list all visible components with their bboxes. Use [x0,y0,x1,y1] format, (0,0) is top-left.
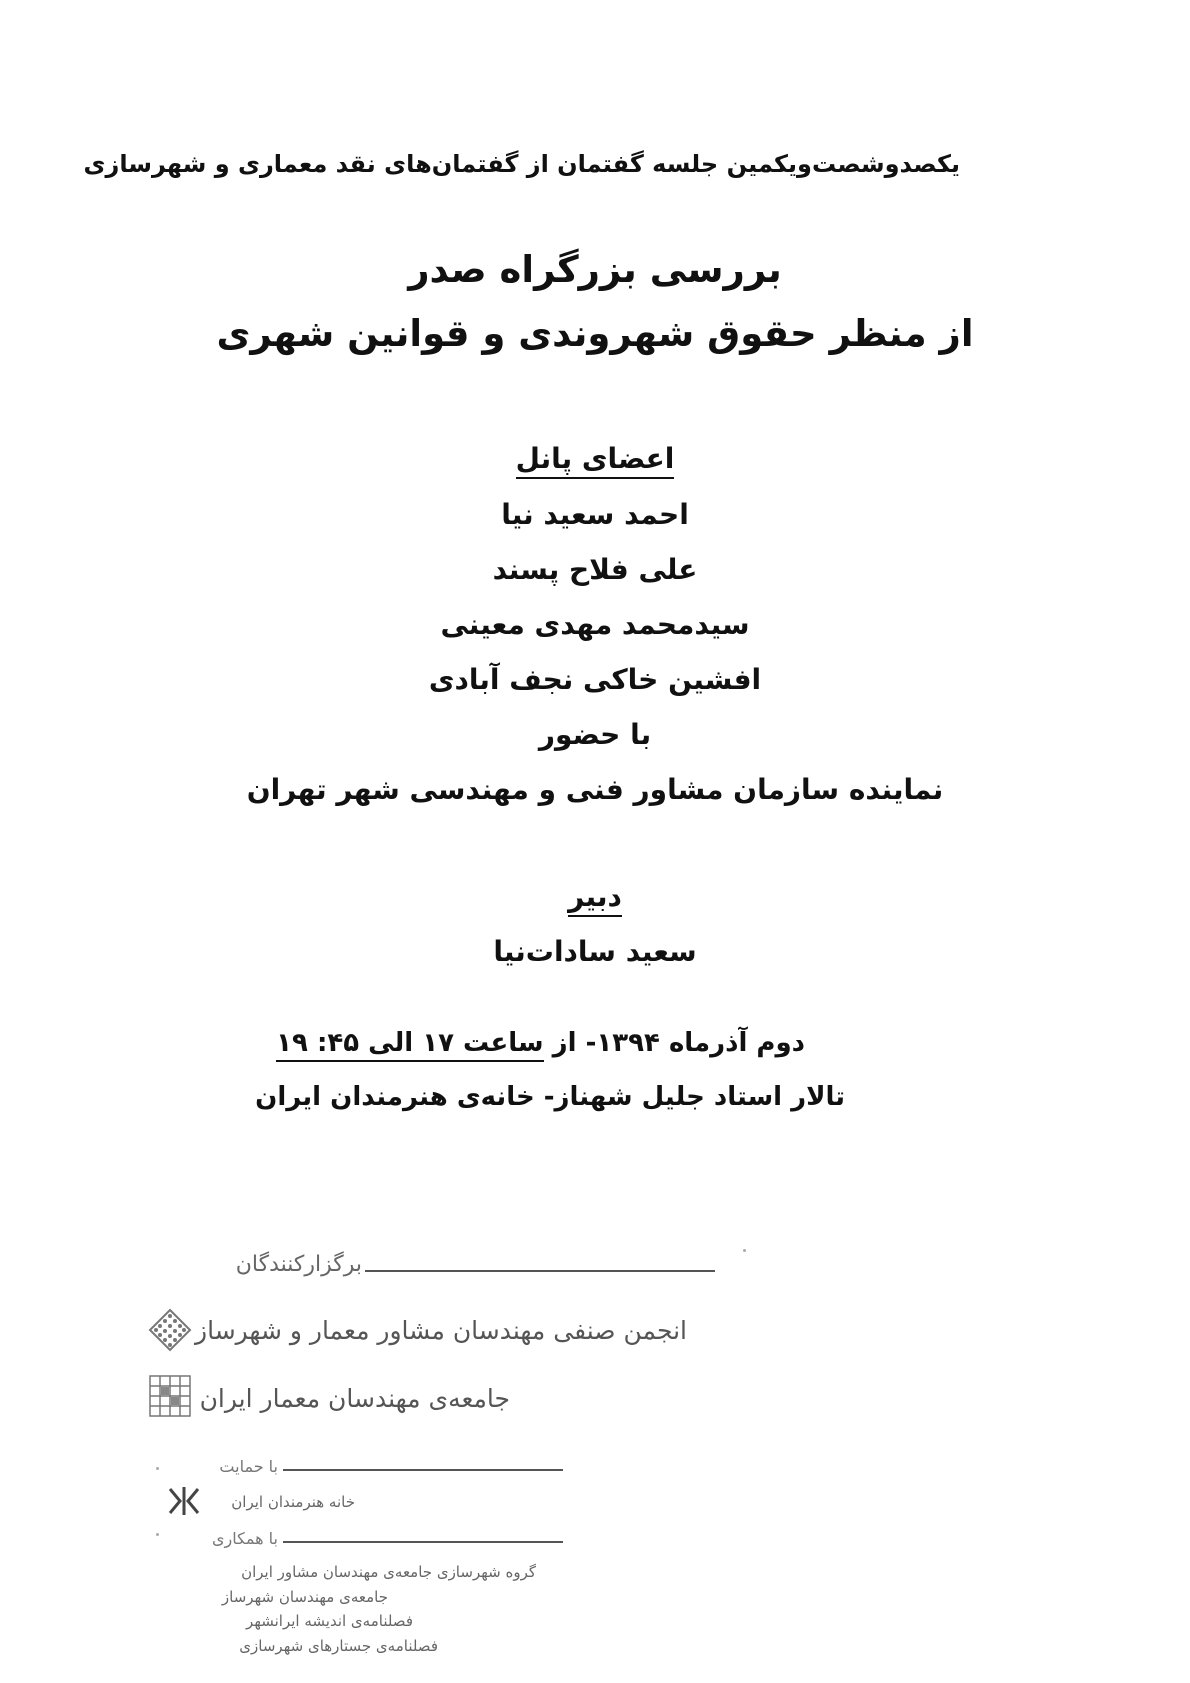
presence-representative: نماینده سازمان مشاور فنی و مهندسی شهر تهران [246,773,944,806]
cooperation-item: جامعه‌ی مهندسان شهرساز [221,1588,388,1606]
organizer-item: انجمن صنفی مهندسان مشاور معمار و شهرساز [195,1316,687,1345]
organizers-divider [365,1270,715,1272]
title-line-1: بررسی بزرگراه صدر [408,248,782,291]
organizer-item: جامعه‌ی مهندسان معمار ایران [199,1384,510,1413]
presence-label: با حضور [538,718,652,751]
support-item: خانه هنرمندان ایران [231,1493,355,1511]
event-date [276,1028,805,1058]
cooperation-item: فصلنامه‌ی اندیشه ایرانشهر [246,1612,413,1630]
panel-heading-row [0,442,1190,479]
scan-speck [156,1533,159,1536]
secretary-heading: دبیر [568,880,622,917]
support-heading: با حمایت [219,1457,278,1476]
artists-house-logo [166,1485,202,1517]
panel-member: افشین خاکی نجف آبادی [428,663,762,696]
panel-member: احمد سعید نیا [501,498,689,531]
series-caption: یکصدوشصت‌ویکمین جلسه گفتمان از گفتمان‌های نقد معماری و شهرسازی [83,150,960,178]
architects-society-logo [148,1374,192,1418]
cooperation-item: گروه شهرسازی جامعه‌ی مهندسان مشاور ایران [241,1563,536,1581]
panel-heading: اعضای پانل [516,442,675,479]
event-time: ساعت ۱۷ الی ۴۵: ۱۹ [276,1028,543,1062]
cooperation-item: فصلنامه‌ی جستارهای شهرسازی [239,1637,438,1655]
scan-speck [156,1467,159,1470]
scan-speck [743,1249,746,1252]
event-date-prefix: دوم آذرماه ۱۳۹۴- از [543,1028,805,1058]
event-venue: تالار استاد جلیل شهناز- خانه‌ی هنرمندان ایران [255,1082,845,1112]
support-divider [283,1469,563,1471]
panel-member: سیدمحمد مهدی معینی [440,608,750,641]
organizer-association-logo [148,1308,192,1352]
title-line-2: از منظر حقوق شهروندی و قوانین شهری [216,312,974,355]
secretary-name: سعید سادات‌نیا [493,935,697,968]
cooperation-heading: با همکاری [211,1529,278,1548]
panel-member: علی فلاح پسند [492,553,698,586]
organizers-heading: برگزارکنندگان [235,1252,362,1277]
secretary-heading-row [0,880,1190,917]
cooperation-divider [283,1541,563,1543]
